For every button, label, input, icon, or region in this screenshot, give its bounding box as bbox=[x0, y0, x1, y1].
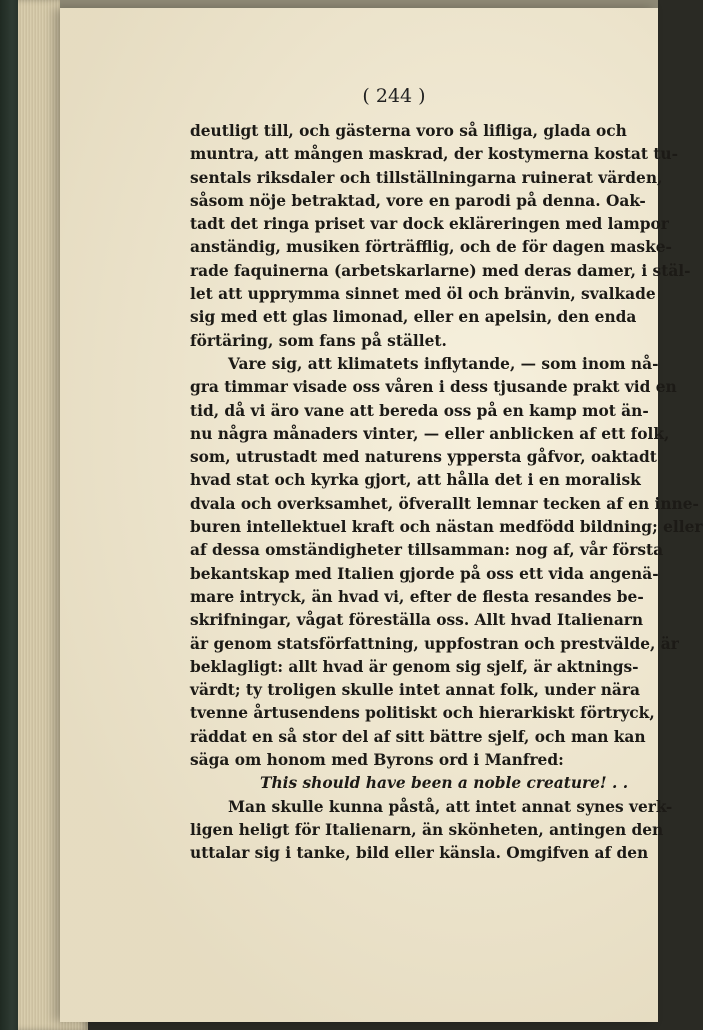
text-line: förtäring, som fans på stället. bbox=[190, 331, 447, 350]
text-line: räddat en så stor del af sitt bättre sjelf, och man kan bbox=[190, 727, 646, 746]
body-text bbox=[190, 120, 703, 866]
text-line: muntra, att mången maskrad, der kostymerna kostat tu- bbox=[190, 145, 679, 164]
page-number: ( 244 ) bbox=[362, 85, 426, 107]
text-line: såsom nöje betraktad, vore en parodi på denna. Oak- bbox=[190, 191, 646, 210]
text-line: hvad stat och kyrka gjort, att hålla det i en moralisk bbox=[190, 471, 641, 490]
text-line: buren intellektuel kraft och nästan medfödd bildning; eller bbox=[190, 518, 703, 537]
text-line: beklagligt: allt hvad är genom sig sjelf, är aktnings- bbox=[190, 657, 639, 676]
text-line: mare intryck, än hvad vi, efter de flesta resandes be- bbox=[190, 587, 644, 606]
text-line: Vare sig, att klimatets inflytande, — som inom nå- bbox=[228, 354, 659, 373]
text-line: Man skulle kunna påstå, att intet annat synes verk- bbox=[228, 797, 673, 816]
text-line: värdt; ty troligen skulle intet annat folk, under nära bbox=[190, 681, 640, 700]
text-line: sig med ett glas limonad, eller en apelsin, den enda bbox=[190, 308, 637, 327]
text-line: är genom statsförfattning, uppfostran och prestvälde, är bbox=[190, 634, 679, 653]
text-line: som, utrustadt med naturens yppersta gåfvor, oaktadt bbox=[190, 448, 657, 467]
text-line: ligen heligt för Italienarn, än skönheten, antingen den bbox=[190, 820, 664, 839]
text-line: skrifningar, vågat föreställa oss. Allt hvad Italienarn bbox=[190, 611, 644, 630]
text-line: bekantskap med Italien gjorde på oss ett vida angenä- bbox=[190, 564, 659, 583]
text-line: af dessa omständigheter tillsamman: nog af, vår första bbox=[190, 541, 664, 560]
text-line: tid, då vi äro vane att bereda oss på en kamp mot än- bbox=[190, 401, 649, 420]
text-line: let att upprymma sinnet med öl och bränvin, svalkade bbox=[190, 285, 656, 304]
text-line: dvala och overksamhet, öfverallt lemnar tecken af en inne- bbox=[190, 494, 699, 513]
text-line: säga om honom med Byrons ord i Manfred: bbox=[190, 751, 564, 770]
text-line: uttalar sig i tanke, bild eller känsla. Omgifven af den bbox=[190, 844, 649, 863]
text-line: tadt det ringa priset var dock ekläreringen med lampor bbox=[190, 215, 669, 234]
text-line: tvenne årtusendens politiskt och hierarkiskt förtryck, bbox=[190, 704, 655, 723]
text-line: sentals riksdaler och tillställningarna ruinerat värden, bbox=[190, 168, 663, 187]
text-line: deutligt till, och gästerna voro så lifliga, glada och bbox=[190, 122, 627, 140]
text-line: anständig, musiken förträfflig, och de för dagen maske- bbox=[190, 238, 672, 257]
quote-line: This should have been a noble creature! . . bbox=[260, 774, 629, 793]
text-line: rade faquinerna (arbetskarlarne) med deras damer, i stäl- bbox=[190, 261, 691, 280]
text-line: gra timmar visade oss våren i dess tjusande prakt vid en bbox=[190, 378, 677, 397]
text-line: nu några månaders vinter, — eller anblicken af ett folk, bbox=[190, 424, 670, 443]
